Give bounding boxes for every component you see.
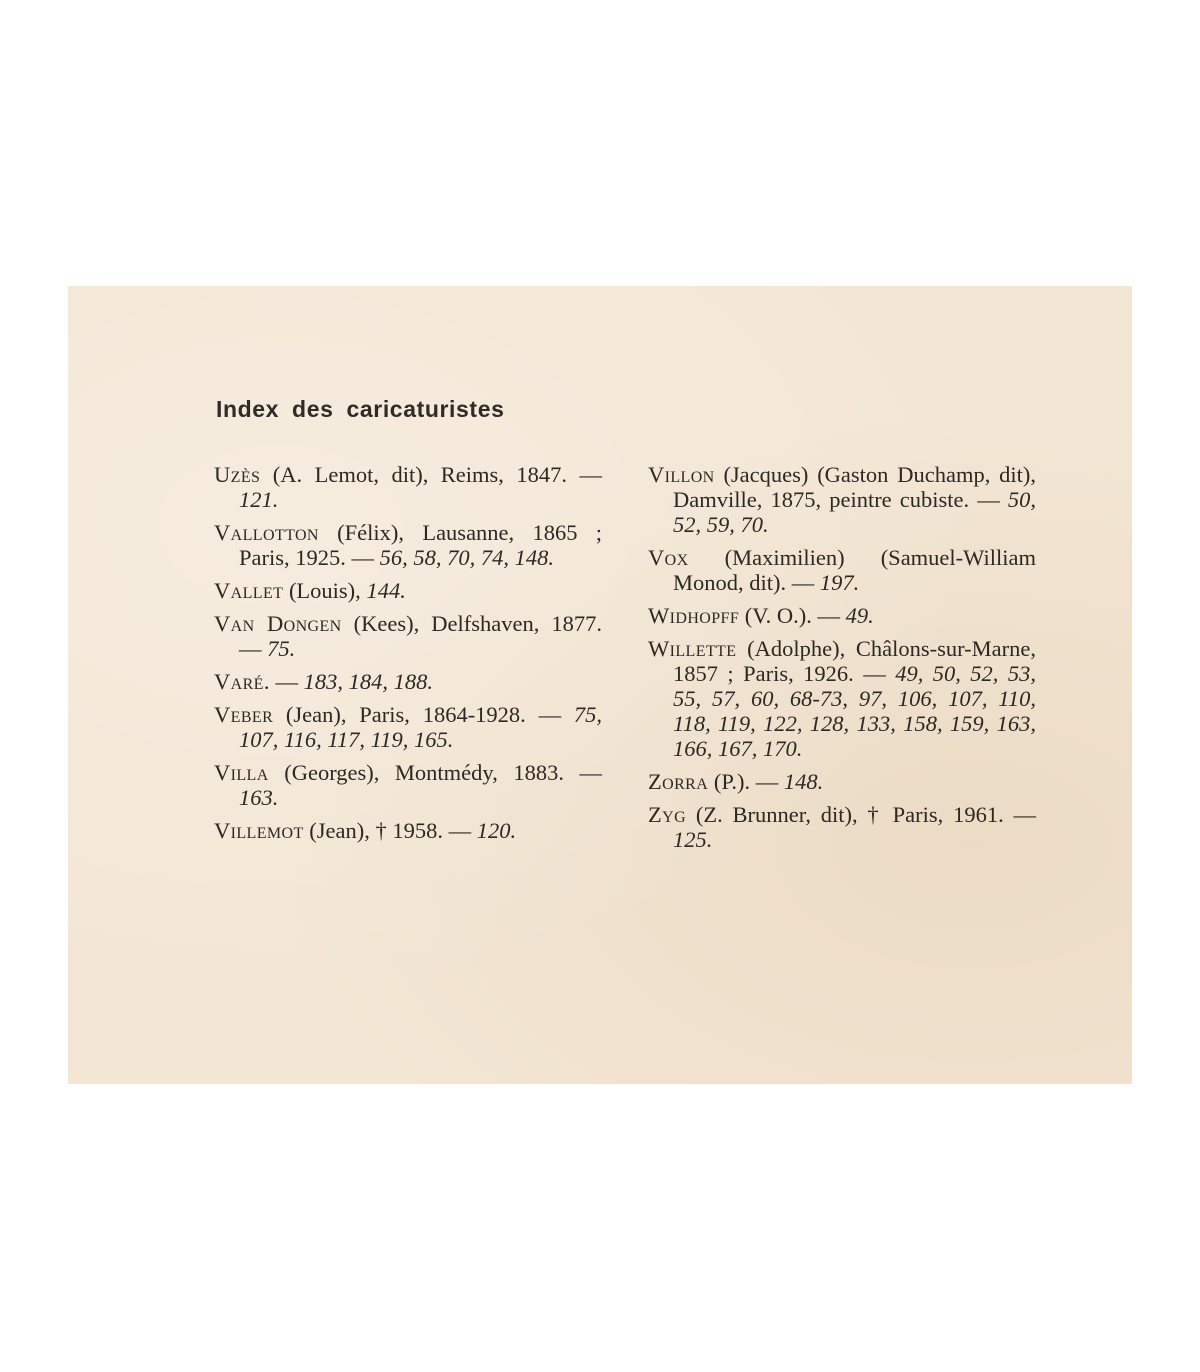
- index-entry: [648, 545, 1036, 595]
- entry-name: Uzès: [214, 462, 261, 487]
- entry-details: (Maximilien) (Samuel-William Monod, dit). —: [673, 545, 1036, 595]
- entry-pages: 197.: [819, 570, 860, 595]
- entry-pages: 56, 58, 70, 74, 148.: [379, 545, 554, 570]
- index-entry: [214, 669, 602, 694]
- entry-details: (A. Lemot, dit), Reims, 1847. —: [272, 462, 602, 487]
- index-entry: [214, 760, 602, 810]
- entry-pages: 125.: [673, 827, 713, 852]
- entry-pages: 49.: [845, 603, 874, 628]
- index-entry: [214, 702, 602, 752]
- index-entry: [214, 462, 602, 512]
- entry-details: (V. O.). —: [744, 603, 840, 628]
- index-entry: [214, 520, 602, 570]
- entry-name: Zyg: [648, 802, 687, 827]
- entry-details: (Adolphe), Châlons-sur-Marne, 1857 ; Paris, 1926. —: [673, 636, 1037, 686]
- index-entry: [214, 611, 602, 661]
- entry-name: Villa: [214, 760, 269, 785]
- entry-name: Vallet: [214, 578, 284, 603]
- entry-name: Villon: [648, 462, 715, 487]
- left-column: [214, 462, 602, 851]
- index-entry: [648, 603, 1036, 628]
- entry-details: (Kees), Delfshaven, 1877. —: [239, 611, 602, 661]
- index-title: Index des caricaturistes: [216, 396, 505, 422]
- entry-name: Willette: [648, 636, 737, 661]
- entry-details: (Georges), Montmédy, 1883. —: [284, 760, 602, 785]
- entry-name: Villemot: [214, 818, 304, 843]
- scanned-page: [68, 286, 1132, 1084]
- index-entry: [648, 636, 1036, 761]
- entry-name: Vox: [648, 545, 689, 570]
- entry-pages: 75, 107, 116, 117, 119, 165.: [239, 702, 602, 752]
- entry-details: (Jean), Paris, 1864-1928. —: [285, 702, 562, 727]
- entry-details: (Louis),: [288, 578, 361, 603]
- entry-pages: 50, 52, 59, 70.: [673, 487, 1037, 537]
- entry-details: —: [275, 669, 298, 694]
- index-entry: [214, 578, 602, 603]
- entry-name: Vallotton: [214, 520, 319, 545]
- entry-name: Widhopff: [648, 603, 740, 628]
- entry-name: Zorra: [648, 769, 709, 794]
- entry-pages: 75.: [267, 636, 296, 661]
- right-column: [648, 462, 1036, 860]
- entry-details: (Félix), Lausanne, 1865 ; Paris, 1925. —: [239, 520, 602, 570]
- entry-name: Veber: [214, 702, 274, 727]
- entry-pages: 148.: [783, 769, 824, 794]
- entry-details: (Jean), † 1958. —: [309, 818, 472, 843]
- entry-name: Van Dongen: [214, 611, 342, 636]
- entry-pages: 121.: [239, 487, 279, 512]
- index-entry: [214, 818, 602, 843]
- entry-details: (Jacques) (Gaston Duchamp, dit), Damville, 1875, peintre cubiste. —: [673, 462, 1036, 512]
- index-entry: [648, 802, 1036, 852]
- entry-name: Varé.: [214, 669, 270, 694]
- entry-pages: 163.: [239, 785, 279, 810]
- entry-pages: 144.: [366, 578, 406, 603]
- entry-details: (P.). —: [713, 769, 779, 794]
- entry-pages: 49, 50, 52, 53, 55, 57, 60, 68-73, 97, 106, 107, 110, 118, 119, 122, 128, 133, 158, 159, 163, 166, 167, 170.: [673, 661, 1036, 761]
- entry-pages: 183, 184, 188.: [303, 669, 433, 694]
- entry-details: (Z. Brunner, dit), † Paris, 1961. —: [695, 802, 1036, 827]
- entry-pages: 120.: [476, 818, 517, 843]
- index-entry: [648, 462, 1036, 537]
- index-entry: [648, 769, 1036, 794]
